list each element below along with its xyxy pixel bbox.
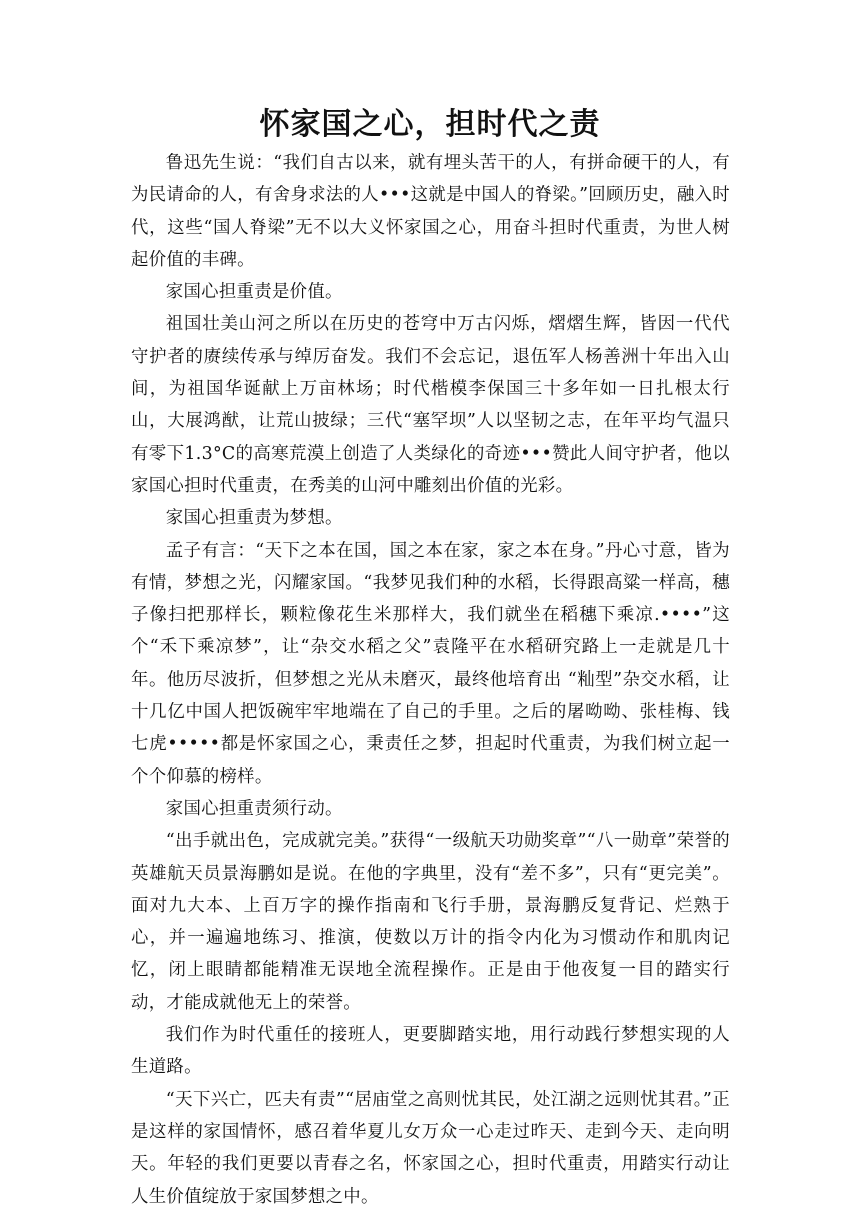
paragraph-dream: 孟子有言：“天下之本在国，国之本在家，家之本在身。”丹心寸意，皆为有情，梦想之光，闪耀家国。“我梦见我们种的水稻，长得跟高粱一样高，穗子像扫把那样长，颗粒像花生米那样大，我们就坐在稻穗下乘凉.••••”这个“禾下乘凉梦”，让“杂交水稻之父”袁隆平在水稻研究路上一走就是几十年。他历尽波折，但梦想之光从未磨灭，最终他培育出 “籼型”杂交水稻，让十几亿中国人把饭碗牢牢地端在了自己的手里。之后的屠呦呦、张桂梅、钱七虎•••••都是怀家国之心，秉责任之梦，担起时代重责，为我们树立起一个个仰慕的榜样。 [131, 540, 730, 787]
section-heading-action: 家国心担重责须行动。 [165, 798, 343, 819]
paragraph-intro: 鲁迅先生说：“我们自古以来，就有埋头苦干的人，有拼命硬干的人，有为民请命的人，有舍身求法的人•••这就是中国人的脊梁。”回顾历史，融入时代，这些“国人脊梁”无不以大义怀家国之心，用奋斗担时代重责，为世人树起价值的丰碑。 [131, 153, 730, 270]
paragraph-action: “出手就出色，完成就完美。”获得“一级航天功勋奖章”“八一勋章”荣誉的英雄航天员景海鹏如是说。在他的字典里，没有“差不多”，只有“更完美”。面对九大本、上百万字的操作指南和飞行手册，景海鹏反复背记、烂熟于心，并一遍遍地练习、推演，使数以万计的指令内化为习惯动作和肌肉记忆，闭上眼睛都能精准无误地全流程操作。正是由于他夜复一目的踏实行动，才能成就他无上的荣誉。 [131, 831, 730, 1013]
section-heading-value: 家国心担重责是价值。 [165, 282, 343, 303]
paragraph-value: 祖国壮美山河之所以在历史的苍穹中万古闪烁，熠熠生辉，皆因一代代守护者的赓续传承与绰厉奋发。我们不会忘记，退伍军人杨善洲十年出入山间，为祖国华诞献上万亩林场；时代楷模李保国三十多年如一日扎根太行山，大展鸿猷，让荒山披绿；三代“塞罕坝”人以坚韧之志，在年平均气温只有零下1.3°C的高寒荒漠上创造了人类绿化的奇迹•••赞此人间守护者，他以家国心担时代重责，在秀美的山河中雕刻出价值的光彩。 [131, 314, 730, 496]
essay-body [131, 147, 730, 1213]
paragraph-conclusion: “天下兴亡，匹夫有责”“居庙堂之高则忧其民，处江湖之远则忧其君。”正是这样的家国情怀，感召着华夏儿女万众一心走过昨天、走到今天、走向明天。年轻的我们更要以青春之名，怀家国之心，担时代重责，用踏实行动让人生价值绽放于家国梦想之中。 [131, 1089, 730, 1207]
essay-title: 怀家国之心，担时代之责 [259, 107, 601, 142]
paragraph-successor: 我们作为时代重任的接班人，更要脚踏实地，用行动践行梦想实现的人生道路。 [131, 1025, 730, 1078]
section-heading-dream: 家国心担重责为梦想。 [165, 508, 343, 529]
